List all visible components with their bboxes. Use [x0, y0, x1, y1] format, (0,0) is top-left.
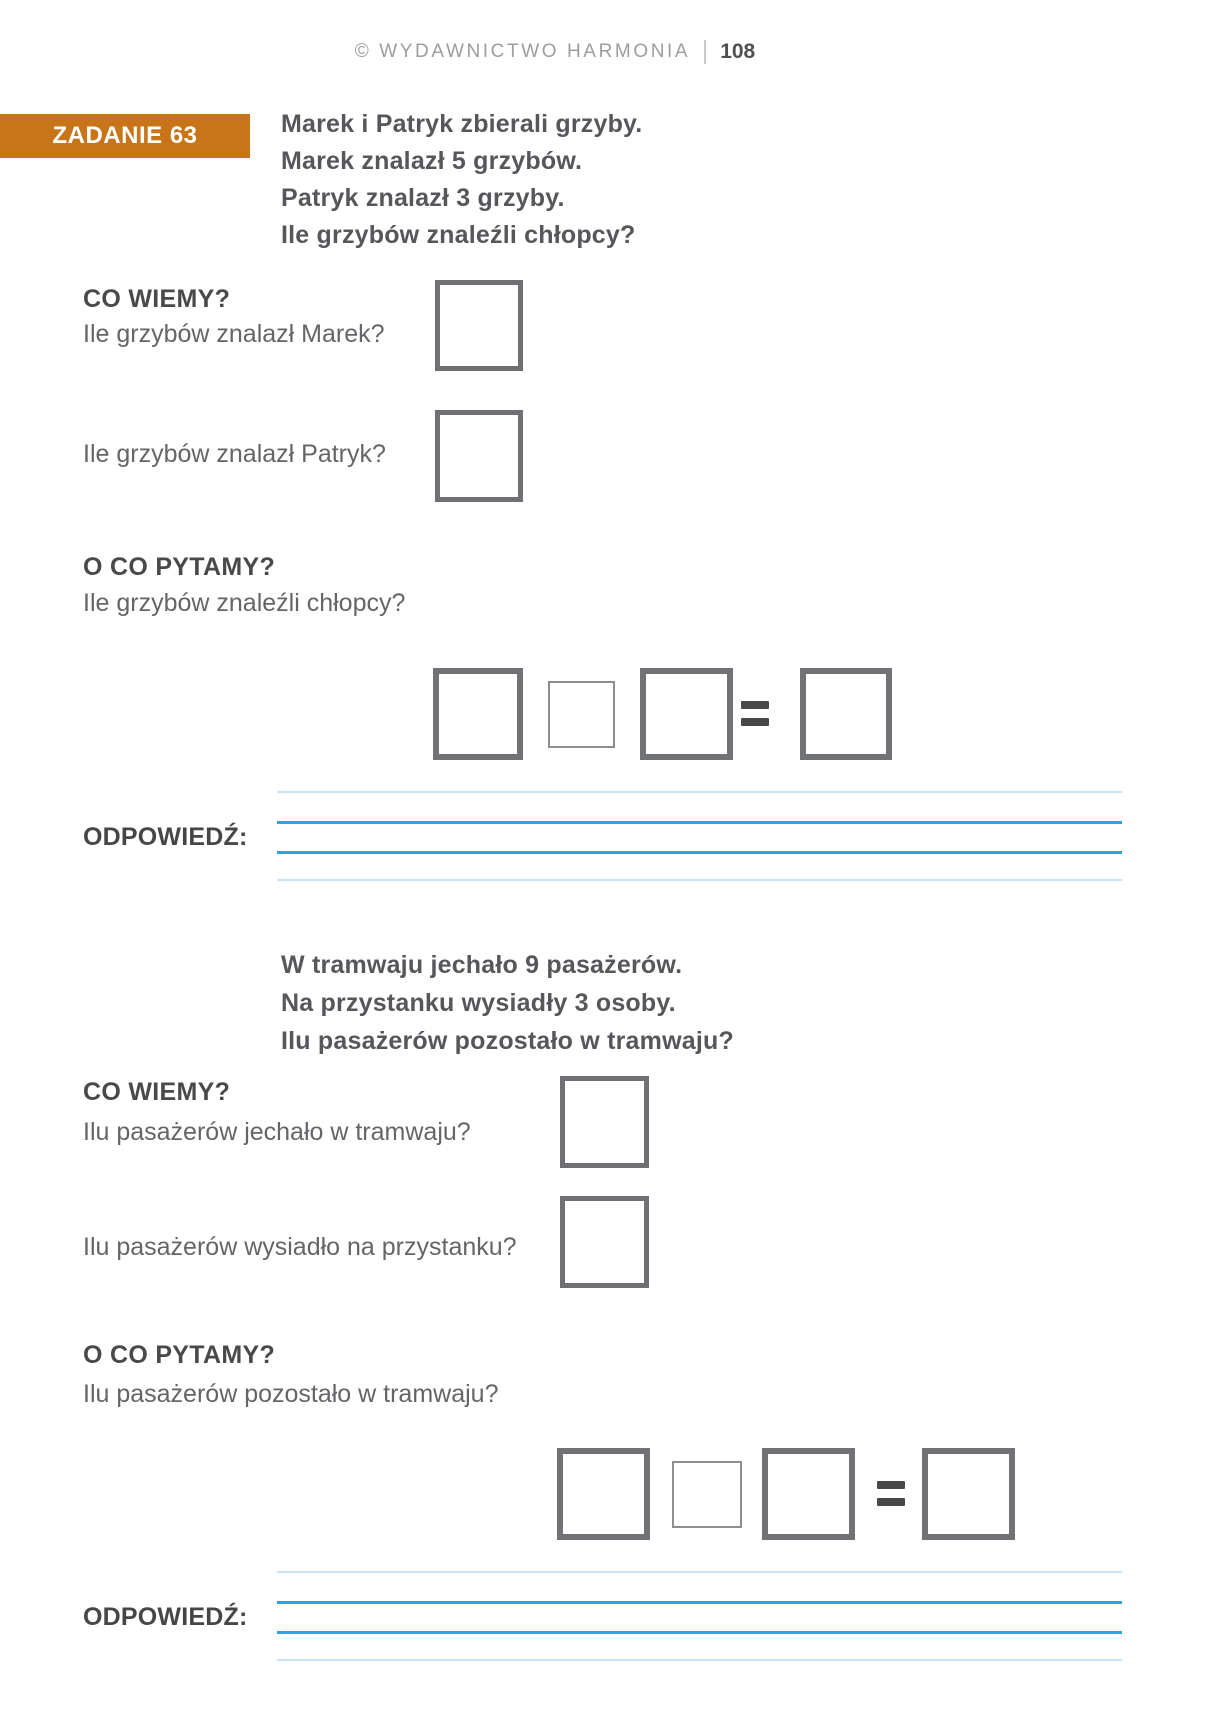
- header-divider: [704, 40, 706, 64]
- task2-answer-box-2[interactable]: [560, 1196, 649, 1288]
- writing-guide-line: [277, 1659, 1122, 1661]
- story-line: W tramwaju jechało 9 pasażerów.: [281, 951, 683, 979]
- equals-sign-icon: [741, 701, 769, 726]
- task1-equation-operand-box-2[interactable]: [640, 668, 733, 760]
- task1-answer-label: ODPOWIEDŹ:: [83, 823, 248, 851]
- writing-guide-line: [277, 821, 1122, 824]
- task2-final-question: Ilu pasażerów pozostało w tramwaju?: [83, 1380, 499, 1408]
- task1-equation-operand-box-1[interactable]: [433, 668, 523, 760]
- task2-co-wiemy-heading: CO WIEMY?: [83, 1078, 231, 1106]
- task2-equation-operand-box-1[interactable]: [557, 1448, 650, 1540]
- story-line: Marek i Patryk zbierali grzyby.: [281, 110, 643, 138]
- task-badge-label: ZADANIE 63: [52, 122, 198, 149]
- story-line: Ilu pasażerów pozostało w tramwaju?: [281, 1027, 734, 1055]
- writing-guide-line: [277, 791, 1122, 793]
- task2-equation-operand-box-2[interactable]: [762, 1448, 855, 1540]
- task2-equation-operator-box[interactable]: [672, 1461, 742, 1528]
- task1-story: [281, 106, 642, 254]
- task2-story: [281, 946, 734, 1060]
- task2-o-co-pytamy-heading: O CO PYTAMY?: [83, 1341, 276, 1369]
- task1-answer-box-2[interactable]: [435, 410, 523, 502]
- writing-guide-line: [277, 1631, 1122, 1634]
- task1-o-co-pytamy-heading: O CO PYTAMY?: [83, 553, 276, 581]
- publisher-copyright: © WYDAWNICTWO HARMONIA: [354, 41, 691, 62]
- task2-equation-result-box[interactable]: [922, 1448, 1015, 1540]
- task1-equation-operator-box[interactable]: [548, 681, 615, 748]
- task-badge: [0, 114, 250, 158]
- page-header: [0, 40, 1110, 64]
- task1-question-1: Ile grzybów znalazł Marek?: [83, 320, 385, 348]
- writing-guide-line: [277, 879, 1122, 881]
- writing-guide-line: [277, 851, 1122, 854]
- story-line: Patryk znalazł 3 grzyby.: [281, 184, 565, 212]
- task2-question-1: Ilu pasażerów jechało w tramwaju?: [83, 1118, 471, 1146]
- writing-guide-line: [277, 1571, 1122, 1573]
- task2-answer-label: ODPOWIEDŹ:: [83, 1603, 248, 1631]
- task1-final-question: Ile grzybów znaleźli chłopcy?: [83, 589, 406, 617]
- page-number: 108: [720, 40, 756, 63]
- writing-guide-line: [277, 1601, 1122, 1604]
- task1-answer-box-1[interactable]: [435, 280, 523, 371]
- equals-sign-icon: [877, 1481, 905, 1506]
- story-line: Marek znalazł 5 grzybów.: [281, 147, 583, 175]
- story-line: Ile grzybów znaleźli chłopcy?: [281, 221, 636, 249]
- story-line: Na przystanku wysiadły 3 osoby.: [281, 989, 676, 1017]
- task1-question-2: Ile grzybów znalazł Patryk?: [83, 440, 386, 468]
- task2-answer-box-1[interactable]: [560, 1076, 649, 1168]
- task1-equation-result-box[interactable]: [800, 668, 892, 760]
- task1-co-wiemy-heading: CO WIEMY?: [83, 285, 231, 313]
- task2-question-2: Ilu pasażerów wysiadło na przystanku?: [83, 1233, 517, 1261]
